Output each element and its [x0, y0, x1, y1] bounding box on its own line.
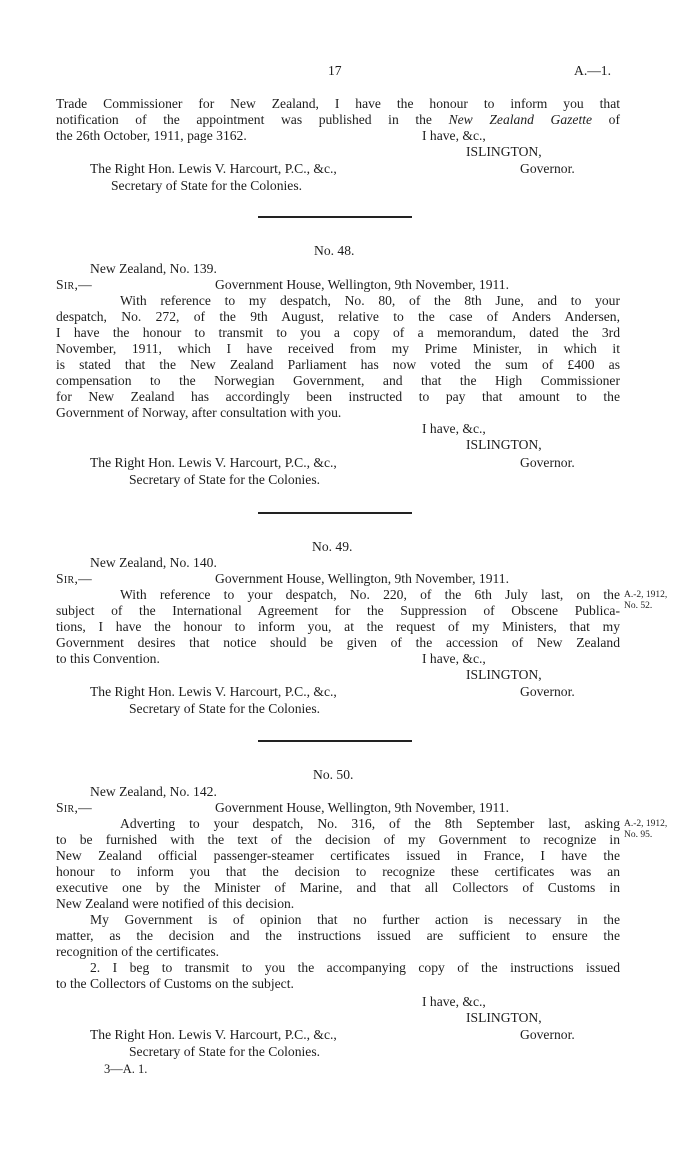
body-line: 2. I beg to transmit to you the accompanying copy of the instructions issued: [90, 960, 620, 975]
intro-line: Trade Commissioner for New Zealand, I have the honour to inform you that: [56, 96, 620, 111]
body-line: Government desires that notice should be given of the accession of New Zealand: [56, 635, 620, 650]
dateline: Government House, Wellington, 9th November, 1911.: [215, 571, 509, 586]
section-divider: [258, 216, 412, 218]
despatch-series: New Zealand, No. 142.: [90, 784, 217, 799]
intro-line: notification of the appointment was published in the New Zealand Gazette of: [56, 112, 620, 127]
page-signature: 3—A. 1.: [104, 1062, 148, 1076]
signer: ISLINGTON,: [466, 144, 542, 159]
margin-reference: A.-2, 1912,: [624, 819, 668, 829]
body-line: matter, as the decision and the instructions issued are sufficient to ensure the: [56, 928, 620, 943]
signer-title: Governor.: [520, 1027, 575, 1042]
body-line: Government of Norway, after consultation with you.: [56, 405, 342, 420]
body-line: to the Collectors of Customs on the subject.: [56, 976, 294, 991]
salutation: Sir,—: [56, 800, 93, 815]
body-line: executive one by the Minister of Marine, and that all Collectors of Customs in: [56, 880, 620, 895]
signer: ISLINGTON,: [466, 437, 542, 452]
closing: I have, &c.,: [422, 651, 486, 666]
margin-reference: No. 52.: [624, 601, 653, 611]
body-line: Adverting to your despatch, No. 316, of the 8th September last, asking: [120, 816, 620, 831]
body-line: for New Zealand has accordingly been instructed to pay that amount to the: [56, 389, 620, 404]
addressee: The Right Hon. Lewis V. Harcourt, P.C., &c.,: [90, 1027, 337, 1042]
body-line: despatch, No. 272, of the 9th August, relative to the case of Anders Andersen,: [56, 309, 620, 324]
salutation: Sir,—: [56, 571, 93, 586]
body-line: compensation to the Norwegian Government, and that the High Commissioner: [56, 373, 620, 388]
body-line: I have the honour to transmit to you a copy of a memorandum, dated the 3rd: [56, 325, 620, 340]
body-line: subject of the International Agreement for the Suppression of Obscene Publica-: [56, 603, 620, 618]
gazette-title: New Zealand Gazette: [448, 112, 593, 127]
section-divider: [258, 512, 412, 514]
addressee: The Right Hon. Lewis V. Harcourt, P.C., &c.,: [90, 684, 337, 699]
section-divider: [258, 740, 412, 742]
closing: I have, &c.,: [422, 994, 486, 1009]
addressee-role: Secretary of State for the Colonies.: [111, 178, 303, 193]
page-number: 17: [328, 63, 342, 78]
body-line: to this Convention.: [56, 651, 160, 666]
despatch-number: No. 49.: [312, 539, 353, 554]
dateline: Government House, Wellington, 9th November, 1911.: [215, 277, 509, 292]
salutation: Sir,—: [56, 277, 93, 292]
despatch-number: No. 48.: [314, 243, 355, 258]
body-line: With reference to my despatch, No. 80, of the 8th June, and to your: [120, 293, 620, 308]
document-reference: A.—1.: [574, 63, 612, 78]
despatch-number: No. 50.: [313, 767, 354, 782]
dateline: Government House, Wellington, 9th November, 1911.: [215, 800, 509, 815]
despatch-series: New Zealand, No. 139.: [90, 261, 217, 276]
despatch-series: New Zealand, No. 140.: [90, 555, 217, 570]
signer-title: Governor.: [520, 684, 575, 699]
body-line: is stated that the New Zealand Parliament has now voted the sum of £400 as: [56, 357, 620, 372]
margin-reference: A.-2, 1912,: [624, 590, 668, 600]
body-line: With reference to your despatch, No. 220, of the 6th July last, on the: [120, 587, 620, 602]
closing: I have, &c.,: [422, 421, 486, 436]
body-line: honour to inform you that the decision to recognize these certificates was an: [56, 864, 620, 879]
body-line: to be furnished with the text of the decision of my Government to recognize in: [56, 832, 620, 847]
signer: ISLINGTON,: [466, 667, 542, 682]
body-line: New Zealand were notified of this decision.: [56, 896, 295, 911]
addressee: The Right Hon. Lewis V. Harcourt, P.C., &c.,: [90, 455, 337, 470]
intro-line: the 26th October, 1911, page 3162.: [56, 128, 247, 143]
addressee: The Right Hon. Lewis V. Harcourt, P.C., &c.,: [90, 161, 337, 176]
signer-title: Governor.: [520, 455, 575, 470]
margin-reference: No. 95.: [624, 830, 653, 840]
body-line: My Government is of opinion that no further action is necessary in the: [90, 912, 620, 927]
body-line: November, 1911, which I have received from my Prime Minister, in which it: [56, 341, 620, 356]
body-line: recognition of the certificates.: [56, 944, 220, 959]
signer-title: Governor.: [520, 161, 575, 176]
body-line: tions, I have the honour to inform you, at the request of my Ministers, that my: [56, 619, 620, 634]
body-line: New Zealand official passenger-steamer certificates issued in France, I have the: [56, 848, 620, 863]
signer: ISLINGTON,: [466, 1010, 542, 1025]
addressee-role: Secretary of State for the Colonies.: [129, 701, 321, 716]
addressee-role: Secretary of State for the Colonies.: [129, 1044, 321, 1059]
closing: I have, &c.,: [422, 128, 486, 143]
addressee-role: Secretary of State for the Colonies.: [129, 472, 321, 487]
